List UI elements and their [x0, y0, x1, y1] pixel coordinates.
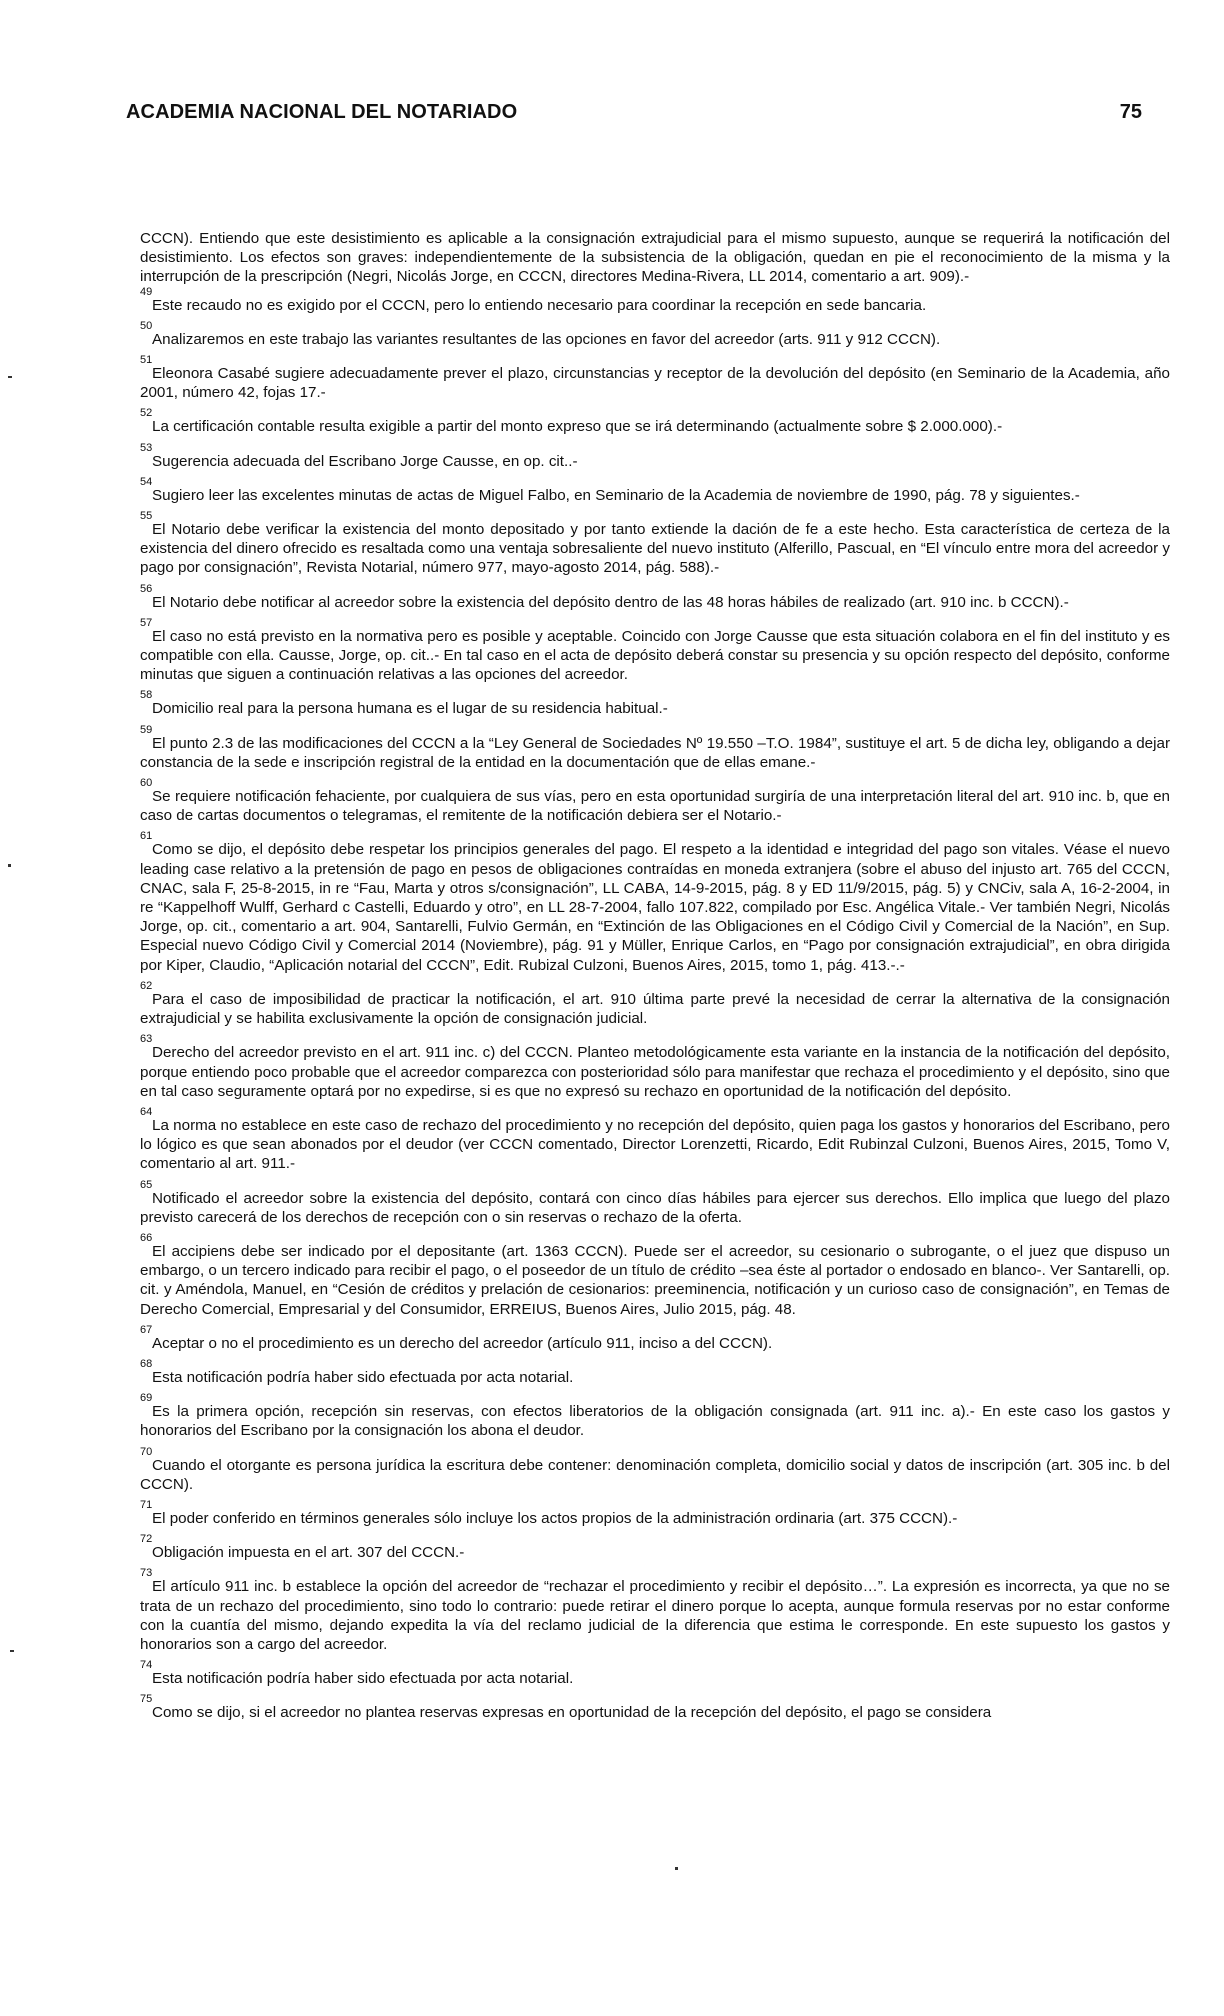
footnote-continuation: CCCN). Entiendo que este desistimiento es aplicable a la consignación extrajudicial para el mismo supuesto, aunque se requerirá la notificación del desistimiento. Los efectos son graves: independientemente de la subsistencia de la obligación, quedan en pie el reconocimiento de la misma y la interrupción de la prescripción (Negri, Nicolás Jorge, en CCCN, directores Medina-Rivera, LL 2014, comentario a art. 909).- — [140, 230, 1170, 286]
footnote-text: El caso no está previsto en la normativa pero es posible y aceptable. Coincido con Jorge Causse que esta situación colabora en el fin del instituto y es compatible con ella. Causse, Jorge, op. cit..- En tal caso en el acta de depósito deberá constar su presencia y su opción respecto del depósito, conforme minutas que siguen a continuación relativas a las opciones del acreedor. — [140, 627, 1170, 684]
footnote-text: Eleonora Casabé sugiere adecuadamente prever el plazo, circunstancias y receptor de la devolución del depósito (en Seminario de la Academia, año 2001, número 42, fojas 17.- — [140, 365, 1170, 402]
footnote-number: 75 — [140, 1693, 153, 1706]
footnote — [140, 725, 1170, 772]
footnote-text: Cuando el otorgante es persona jurídica la escritura debe contener: denominación completa, domicilio social y datos de inscripción (art. 305 inc. b del CCCN). — [140, 1456, 1170, 1493]
footnote-number: 58 — [140, 689, 153, 702]
footnote-number: 65 — [140, 1178, 153, 1191]
footnote-number: 51 — [140, 354, 153, 367]
footnote-text: Analizaremos en este trabajo las variantes resultantes de las opciones en favor del acreedor (arts. 911 y 912 CCCN). — [152, 330, 941, 348]
footnote-text: La certificación contable resulta exigible a partir del monto expreso que se irá determinando (actualmente sobre $ 2.000.000).- — [152, 418, 1003, 436]
footnote — [140, 778, 1170, 825]
footnote — [140, 690, 1170, 718]
footnote-number: 67 — [140, 1323, 153, 1336]
footnote-number: 62 — [140, 979, 153, 992]
footnote-number: 55 — [140, 510, 153, 523]
footnote-number: 68 — [140, 1357, 153, 1370]
footnote-text: Como se dijo, si el acreedor no plantea reservas expresas en oportunidad de la recepción del depósito, el pago se considera — [152, 1704, 992, 1722]
footnote-number: 74 — [140, 1659, 153, 1672]
footnote-text: Aceptar o no el procedimiento es un derecho del acreedor (artículo 911, inciso a del CCCN). — [152, 1334, 773, 1352]
footnote-text: La norma no establece en este caso de rechazo del procedimiento y no recepción del depósito, quien paga los gastos y honorarios del Escribano, pero lo lógico es que sean abonados por el deudor (ver CCCN comentado, Director Lorenzetti, Ricardo, Edit Rubinzal Culzoni, Buenos Aires, 2015, Tomo V, comentario al art. 911.- — [140, 1116, 1170, 1173]
footnote-text: El poder conferido en términos generales sólo incluye los actos propios de la administración ordinaria (art. 375 CCCN).- — [152, 1509, 958, 1527]
footnote-text: Domicilio real para la persona humana es el lugar de su residencia habitual.- — [152, 700, 668, 718]
footnote — [140, 831, 1170, 974]
footnote-text: El accipiens debe ser indicado por el depositante (art. 1363 CCCN). Puede ser el acreedor, su cesionario o subrogante, o el juez que dispuso un embargo, o un tercero indicado para recibir el pago, o el poseedor de un título de crédito –sea éste al portador o endosado en blanco-. Ver Santarelli, op. cit. y Améndola, Manuel, en “Cesión de créditos y prelación de cesionarios: preeminencia, notificación y un curioso caso de consignación”, en Temas de Derecho Comercial, Empresarial y del Consumidor, ERREIUS, Buenos Aires, Julio 2015, pág. 48. — [140, 1242, 1170, 1318]
footnote-number: 56 — [140, 582, 153, 595]
footnote-number: 71 — [140, 1498, 153, 1511]
footnote-text: Esta notificación podría haber sido efectuada por acta notarial. — [152, 1670, 574, 1688]
footnote-list — [140, 287, 1170, 1723]
footnote — [140, 321, 1170, 349]
footnote — [140, 981, 1170, 1028]
footnote — [140, 511, 1170, 578]
running-title: ACADEMIA NACIONAL DEL NOTARIADO — [126, 101, 518, 123]
scan-speck — [10, 1650, 14, 1652]
footnote — [140, 1568, 1170, 1654]
footnote-text: El Notario debe verificar la existencia del monto depositado y por tanto extiende la dación de fe a este hecho. Esta característica de certeza de la existencia del dinero ofrecido es resaltada como una ventaja sobresaliente del nuevo instituto (Alferillo, Pascual, en “El vínculo entre mora del acreedor y pago por consignación”, Revista Notarial, número 977, mayo-agosto 2014, pág. 588).- — [140, 521, 1170, 577]
footnote-text: Para el caso de imposibilidad de practicar la notificación, el art. 910 última parte prevé la necesidad de cerrar la alternativa de la consignación extrajudicial y se habilita exclusivamente la opción de consignación judicial. — [140, 990, 1170, 1028]
footnote — [140, 1447, 1170, 1494]
footnote — [140, 1660, 1170, 1688]
footnote — [140, 355, 1170, 402]
footnote-number: 70 — [140, 1445, 153, 1458]
footnote — [140, 1034, 1170, 1101]
footnote-text: El Notario debe notificar al acreedor sobre la existencia del depósito dentro de las 48 horas hábiles de realizado (art. 910 inc. b CCCN).- — [152, 593, 1069, 611]
footnote-text: Este recaudo no es exigido por el CCCN, pero lo entiendo necesario para coordinar la recepción en sede bancaria. — [152, 296, 927, 314]
footnote-text: Es la primera opción, recepción sin reservas, con efectos liberatorios de la obligación consignada (art. 911 inc. a).- En este caso los gastos y honorarios del Escribano por la consignación los abona el deudor. — [140, 1403, 1170, 1440]
footnote — [140, 1534, 1170, 1562]
footnote-number: 64 — [140, 1105, 153, 1118]
footnote-number: 53 — [140, 441, 153, 454]
footnote — [140, 1393, 1170, 1440]
footnote-text: Obligación impuesta en el art. 307 del CCCN.- — [152, 1544, 465, 1562]
footnote — [140, 1233, 1170, 1319]
scan-speck — [675, 1867, 678, 1870]
footnote — [140, 287, 1170, 315]
footnote-number: 50 — [140, 319, 153, 332]
footnote-number: 72 — [140, 1533, 153, 1546]
footnote-number: 52 — [140, 407, 153, 420]
footnote-text: El artículo 911 inc. b establece la opción del acreedor de “rechazar el procedimiento y recibir el depósito…”. La expresión es incorrecta, ya que no se trata de un rechazo del procedimiento, sino todo lo contrario: puede retirar el dinero porque lo acepta, aunque formula reservas por no estar conforme con la cuantía del mismo, dejando expedita la vía del reclamo judicial de la diferencia que estima le corresponde. En este supuesto los gastos y honorarios son a cargo del acreedor. — [140, 1578, 1170, 1653]
footnote-text: Sugerencia adecuada del Escribano Jorge Causse, en op. cit..- — [152, 452, 578, 470]
footnote — [140, 408, 1170, 436]
footnote-number: 59 — [140, 723, 153, 736]
footnote — [140, 584, 1170, 612]
footnote-number: 57 — [140, 616, 153, 629]
footnote-number: 69 — [140, 1392, 153, 1405]
scan-speck — [8, 376, 12, 378]
footnote — [140, 1359, 1170, 1387]
footnote — [140, 618, 1170, 685]
footnote-text: El punto 2.3 de las modificaciones del CCCN a la “Ley General de Sociedades Nº 19.550 –T.O. 1984”, sustituye el art. 5 de dicha ley, obligando a dejar constancia de la sede e inscripción registral de la entidad en la documentación que de ellas emane.- — [140, 734, 1170, 771]
footnote-number: 60 — [140, 777, 153, 790]
footnote-text: Notificado el acreedor sobre la existencia del depósito, contará con cinco días hábiles para ejercer sus derechos. Ello implica que luego del plazo previsto carecerá de los derechos de recepción con o sin reservas o rechazo de la oferta. — [140, 1189, 1170, 1226]
footnote — [140, 1500, 1170, 1528]
footnotes-section — [140, 229, 1170, 1729]
footnote-number: 61 — [140, 830, 153, 843]
footnote-text: Esta notificación podría haber sido efectuada por acta notarial. — [152, 1368, 574, 1386]
footnote — [140, 443, 1170, 471]
footnote-text: Como se dijo, el depósito debe respetar los principios generales del pago. El respeto a la identidad e integridad del pago son vitales. Véase el nuevo leading case relativo a la pretensión de pago en pesos de obligaciones contraídas en moneda extranjera (sobre el abuso del injusto art. 765 del CCCN, CNAC, sala F, 25-8-2015, in re “Fau, Marta y otros s/consignación”, LL CABA, 14-9-2015, pág. 8 y ED 11/9/2015, pág. 5) y CNCiv, sala A, 16-2-2004, in re “Kappelhoff Wulff, Gerhard c Castelli, Eduardo y otro”, en LL 28-7-2004, fallo 107.822, compilado por Esc. Angélica Vitale.- Ver también Negri, Nicolás Jorge, op. cit., comentario a art. 904, Santarelli, Fulvio Germán, en “Extinción de las Obligaciones en el Código Civil y Comercial de la Nación”, en Sup. Especial nuevo Código Civil y Comercial 2014 (Noviembre), pág. 91 y Müller, Enrique Carlos, en “Pago por consignación extrajudicial”, en obra dirigida por Kiper, Claudio, “Aplicación notarial del CCCN”, Edit. Rubizal Culzoni, Buenos Aires, 2015, tomo 1, pág. 413.-.- — [140, 841, 1170, 974]
page-number: 75 — [1119, 101, 1142, 123]
footnote-number: 54 — [140, 475, 153, 488]
footnote-number: 49 — [140, 285, 153, 298]
page-header — [126, 101, 1142, 124]
footnote-text: Se requiere notificación fehaciente, por cualquiera de sus vías, pero en esta oportunidad surgiría de una interpretación literal del art. 910 inc. b, que en caso de cartas documentos o telegramas, el remitente de la notificación debiera ser el Notario.- — [140, 788, 1170, 825]
footnote — [140, 1180, 1170, 1227]
footnote-number: 63 — [140, 1033, 153, 1046]
footnote — [140, 1325, 1170, 1353]
footnote-text: Derecho del acreedor previsto en el art. 911 inc. c) del CCCN. Planteo metodológicamente esta variante en la instancia de la notificación del depósito, porque entiendo poco probable que el acreedor comparezca con posterioridad sólo para manifestar que rechaza el procedimiento y el depósito, sino que en tal caso seguramente optará por no expedirse, si es que no expresó su rechazo en oportunidad de la notificación del depósito. — [140, 1044, 1170, 1100]
footnote-number: 73 — [140, 1567, 153, 1580]
footnote-number: 66 — [140, 1231, 153, 1244]
footnote — [140, 1107, 1170, 1174]
footnote — [140, 1694, 1170, 1722]
scan-speck — [8, 864, 11, 867]
footnote — [140, 477, 1170, 505]
footnote-text: Sugiero leer las excelentes minutas de actas de Miguel Falbo, en Seminario de la Academia de noviembre de 1990, pág. 78 y siguientes.- — [152, 486, 1080, 504]
